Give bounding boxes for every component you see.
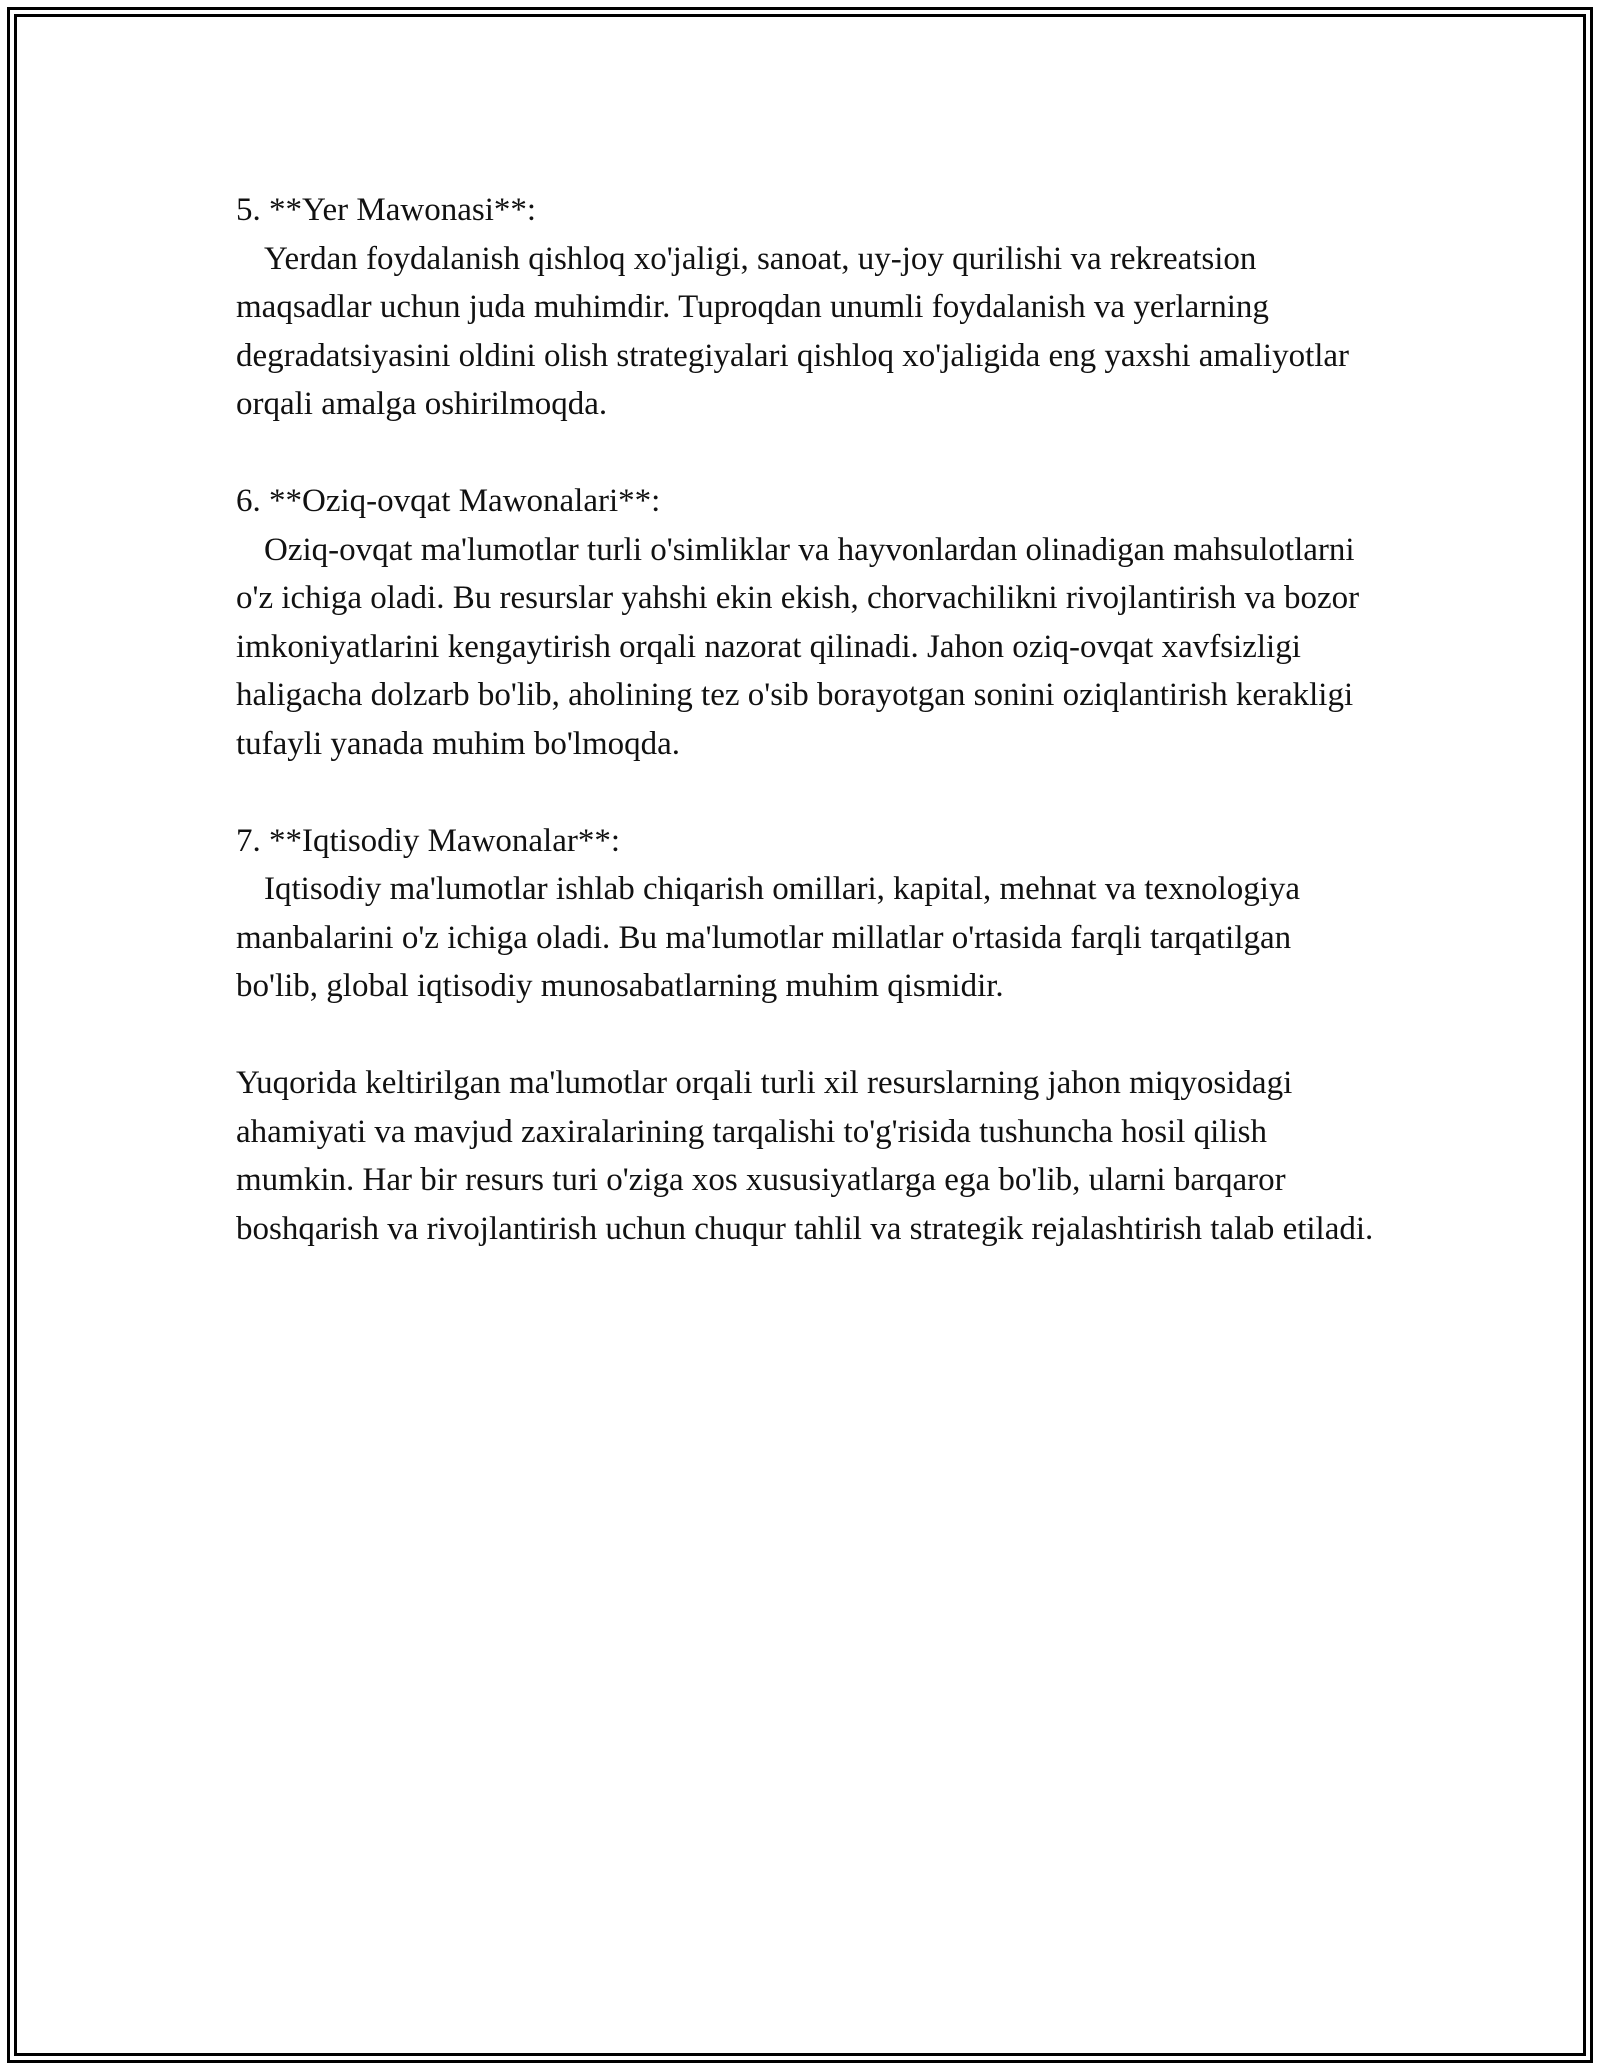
section-heading: 5. **Yer Mawonasi**:	[236, 192, 537, 228]
section-5	[236, 186, 1376, 429]
section-7	[236, 817, 1376, 1011]
section-heading: 6. **Oziq-ovqat Mawonalari**:	[236, 483, 661, 519]
section-heading: 7. **Iqtisodiy Mawonalar**:	[236, 822, 621, 859]
section-6	[236, 477, 1376, 768]
section-paragraph: Iqtisodiy ma'lumotlar ishlab chiqarish omillari, kapital, mehnat va texnologiya manbalarini o'z ichiga oladi. Bu ma'lumotlar millatlar o'rtasida farqli tarqatilgan bo'lib, global iqtisodiy munosabatlarning muhim qismidir.	[236, 871, 1301, 1004]
conclusion-paragraph: Yuqorida keltirilgan ma'lumotlar orqali turli xil resurslarning jahon miqyosidagi ahamiyati va mavjud zaxiralarining tarqalishi to'g'risida tushuncha hosil qilish mumkin. Har bir resurs turi o'ziga xos xususiyatlarga ega bo'lib, ularni barqaror boshqarish va rivojlantirish uchun chuqur tahlil va strategik rejalashtirish talab etiladi.	[236, 1065, 1374, 1247]
section-paragraph: Yerdan foydalanish qishloq xo'jaligi, sanoat, uy-joy qurilishi va rekreatsion maqsadlar uchun juda muhimdir. Tuproqdan unumli foydalanish va yerlarning degradatsiyasini oldini olish strategiyalari qishloq xo'jaligida eng yaxshi amaliyotlar orqali amalga oshirilmoqda.	[236, 240, 1350, 422]
document-body	[236, 186, 1376, 1253]
section-paragraph: Oziq-ovqat ma'lumotlar turli o'simliklar va hayvonlardan olinadigan mahsulotlarni o'z ichiga oladi. Bu resurslar yahshi ekin ekish, chorvachilikni rivojlantirish va bozor imkoniyatlarini kengaytirish orqali nazorat qilinadi. Jahon oziq-ovqat xavfsizligi haligacha dolzarb bo'lib, aholining tez o'sib borayotgan sonini oziqlantirish kerakligi tufayli yanada muhim bo'lmoqda.	[236, 531, 1360, 762]
